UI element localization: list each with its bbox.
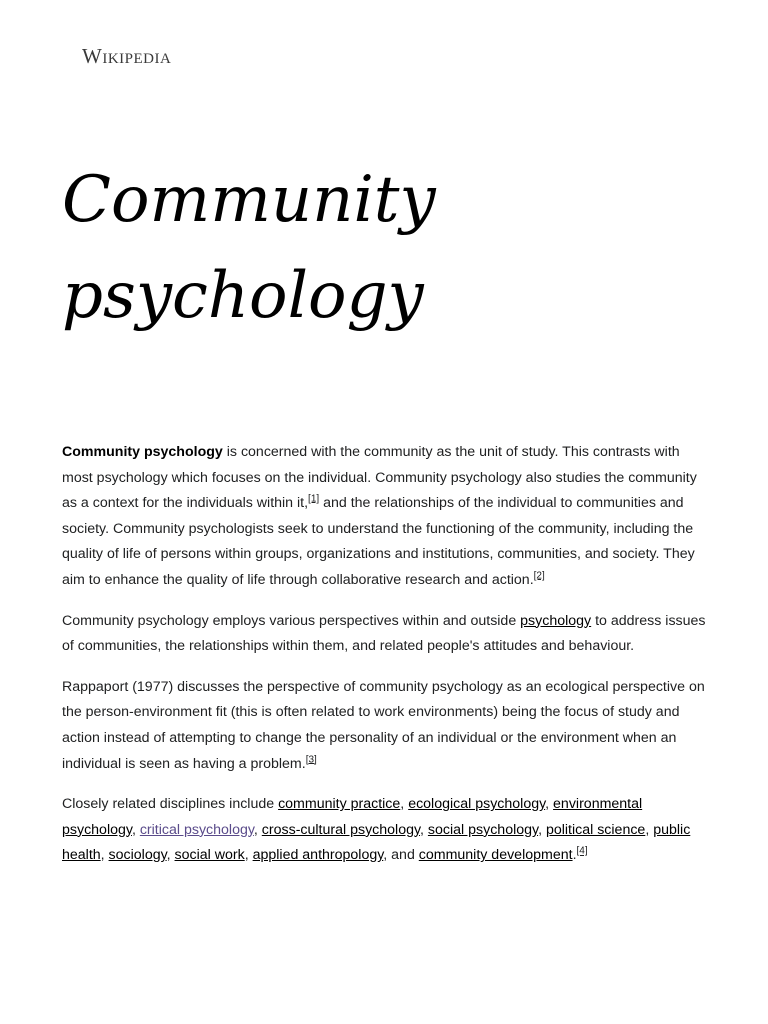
- citation-link-2[interactable]: [2]: [533, 570, 545, 582]
- paragraph-related-disciplines: [62, 792, 708, 869]
- separator: ,: [645, 821, 654, 838]
- separator: ,: [100, 847, 109, 864]
- wikipedia-wordmark[interactable]: Wikipedia: [82, 44, 172, 68]
- page-title: Community psychology: [62, 163, 436, 333]
- link-community-practice[interactable]: community practice: [278, 796, 401, 813]
- citation-ref[interactable]: [577, 846, 588, 857]
- separator: ,: [400, 796, 409, 813]
- paragraph-text: and the relationships of the individual to communities and society. Community psychologists seek to understand the functioning of the community, including the quality of life of persons within groups, organizations and institutions, communities, and society. They aim to enhance the quality of life through collaborative research and action.: [62, 495, 695, 588]
- separator: , and: [383, 847, 419, 864]
- link-environmental-psychology[interactable]: environmental psychology: [62, 796, 643, 838]
- citation-link-3[interactable]: [3]: [305, 753, 317, 765]
- sentence-end: .: [572, 847, 577, 864]
- bold-term: Community psychology: [62, 444, 223, 460]
- separator: ,: [420, 821, 428, 838]
- link-sociology[interactable]: sociology: [108, 847, 167, 864]
- link-political-science[interactable]: political science: [545, 821, 646, 838]
- link-social-psychology[interactable]: social psychology: [427, 821, 539, 838]
- citation-ref[interactable]: [308, 493, 319, 504]
- separator: ,: [131, 821, 140, 838]
- separator: ,: [166, 847, 175, 864]
- citation-ref[interactable]: [306, 754, 317, 765]
- separator: ,: [545, 796, 554, 813]
- link-cross-cultural-psychology[interactable]: cross-cultural psychology: [261, 821, 421, 838]
- citation-link-4[interactable]: [4]: [576, 845, 588, 857]
- separator: ,: [244, 847, 253, 864]
- link-applied-anthropology[interactable]: applied anthropology: [252, 847, 384, 864]
- separator: ,: [538, 821, 546, 838]
- separator: ,: [253, 821, 262, 838]
- link-psychology[interactable]: psychology: [520, 612, 592, 629]
- paragraph-text: Rappaport (1977) discusses the perspective of community psychology as an ecological perspective on the person-environment fit (this is often related to work environments) being the focus of study and action instead of attempting to change the personality of an individual or the environment when an individual is seen as having a problem.: [62, 678, 705, 772]
- paragraph-text: is concerned with the community as the unit of study. This contrasts with most psychology which focuses on the individual. Community psychology also studies the community as a context for the individuals within it,: [62, 444, 697, 512]
- link-public-health[interactable]: public health: [62, 821, 691, 864]
- paragraph-rappaport: [62, 675, 708, 777]
- paragraph-perspectives: [62, 609, 708, 660]
- article-body: [62, 440, 708, 884]
- paragraph-text: Closely related disciplines include: [62, 796, 279, 813]
- link-critical-psychology[interactable]: critical psychology: [139, 821, 254, 838]
- link-ecological-psychology[interactable]: ecological psychology: [408, 796, 546, 813]
- link-social-work[interactable]: social work: [174, 847, 245, 864]
- paragraph-text: to address issues of communities, the relationships within them, and related people's attitudes and behaviour.: [62, 612, 706, 655]
- paragraph-intro: [62, 440, 708, 594]
- link-community-development[interactable]: community development: [418, 847, 573, 864]
- paragraph-text: Community psychology employs various perspectives within and outside: [62, 612, 521, 629]
- citation-ref[interactable]: [534, 570, 545, 581]
- citation-link-1[interactable]: [1]: [308, 493, 320, 505]
